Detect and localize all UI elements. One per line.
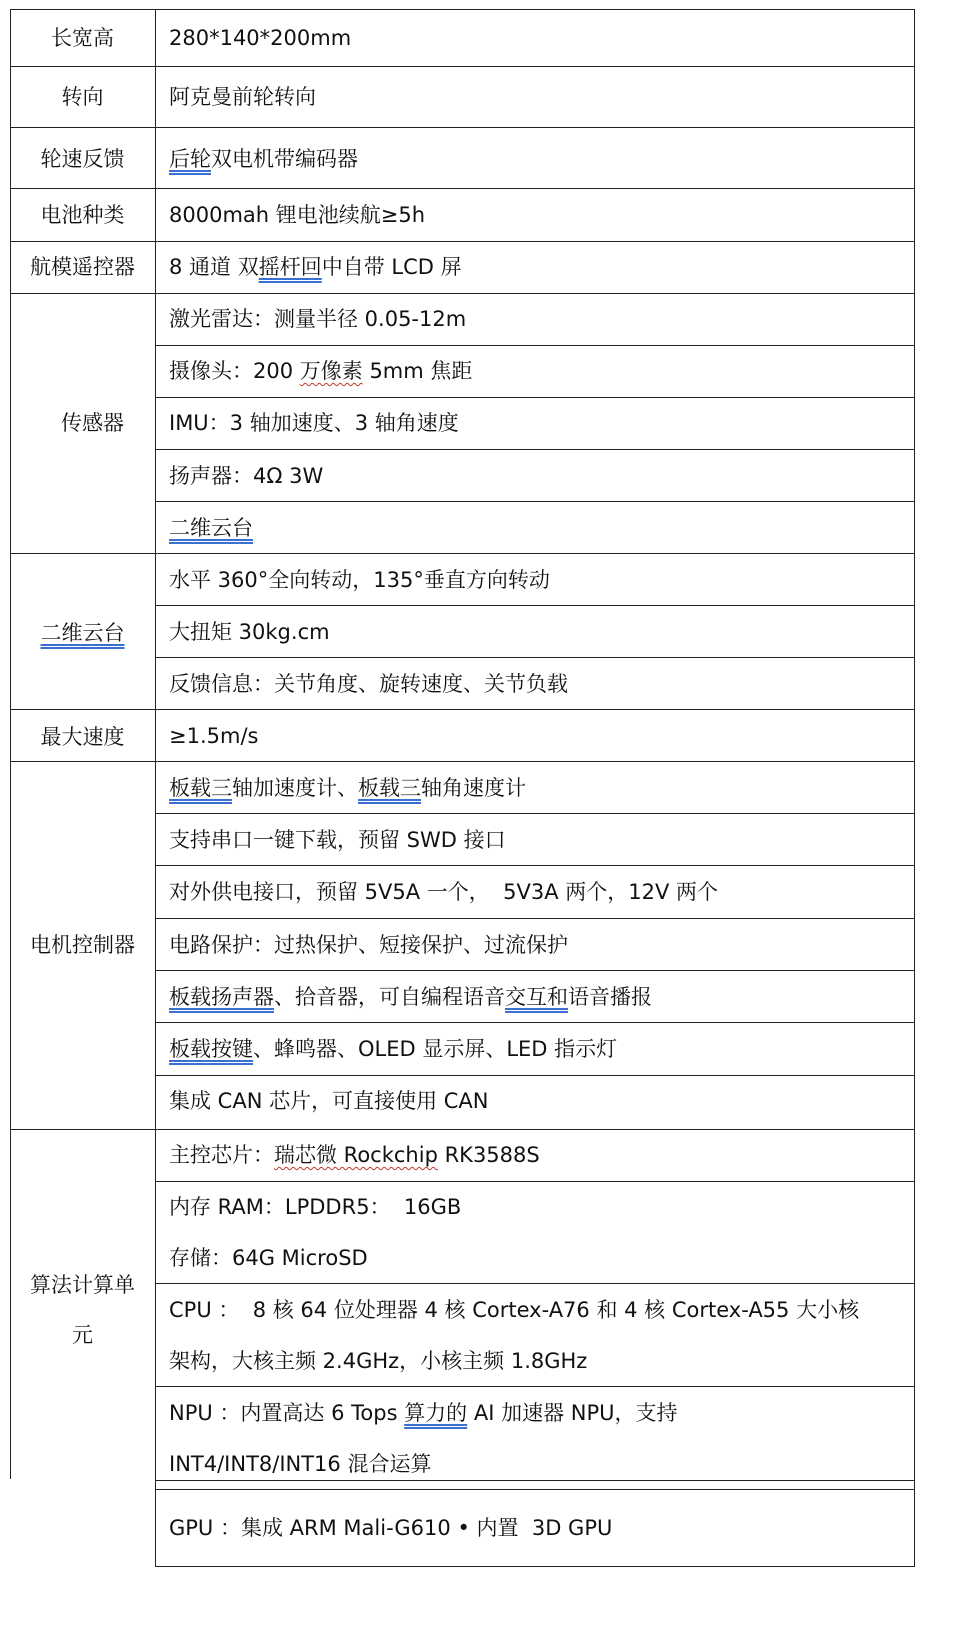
- label-compute-1: 算法计算单: [30, 1273, 135, 1297]
- controller-imu-4: 轴角速度计: [421, 776, 526, 800]
- value-compute-cpu-1: CPU ： 8 核 64 位处理器 4 核 Cortex-A76 和 4 核 Cortex-A55 大小核: [169, 1298, 860, 1322]
- value-max-speed: ≥1.5m/s: [169, 724, 259, 748]
- label-gimbal: [10, 620, 155, 646]
- value-controller-audio: [169, 984, 652, 1010]
- subrow-divider: [155, 1386, 915, 1387]
- label-sensors: 传感器: [61, 411, 124, 435]
- value-compute-storage: 存储：64G MicroSD: [169, 1246, 368, 1270]
- label-controller: 电机控制器: [30, 933, 135, 957]
- controller-audio-4: 语音播报: [568, 985, 652, 1009]
- label-max-speed: 最大速度: [40, 725, 125, 749]
- controller-imu-1: 板载三: [169, 776, 232, 800]
- label-dimensions: 长宽高: [51, 26, 114, 50]
- value-controller-power: 对外供电接口，预留 5V5A 一个， 5V3A 两个，12V 两个: [169, 880, 719, 904]
- value-compute-chip: [169, 1142, 540, 1168]
- label-compute-2: 元: [72, 1323, 93, 1347]
- value-compute-npu-2: INT4/INT8/INT16 混合运算: [169, 1452, 432, 1476]
- controller-keys-1: 板载按键: [169, 1037, 253, 1061]
- row-divider: [10, 241, 915, 242]
- subrow-divider: [155, 813, 915, 814]
- label-wheel-speed: 轮速反馈: [40, 147, 125, 171]
- row-divider: [10, 66, 915, 67]
- subrow-divider: [155, 865, 915, 866]
- value-controller-keys: [169, 1036, 617, 1062]
- value-battery: 8000mah 锂电池续航≥5h: [169, 203, 426, 227]
- value-controller-can: 集成 CAN 芯片，可直接使用 CAN: [169, 1089, 489, 1113]
- value-remote: [169, 254, 462, 280]
- remote-text-3: 中自带 LCD 屏: [321, 255, 462, 279]
- value-compute-cpu-2: 架构，大核主频 2.4GHz，小核主频 1.8GHz: [169, 1349, 588, 1373]
- value-controller-protect: 电路保护：过热保护、短接保护、过流保护: [169, 933, 568, 957]
- subrow-divider: [155, 501, 915, 502]
- controller-imu-3: 板载三: [358, 776, 421, 800]
- camera-text-3: 5mm 焦距: [362, 359, 473, 383]
- value-gimbal-rotation: 水平 360°全向转动，135°垂直方向转动: [169, 568, 550, 592]
- row-divider: [10, 709, 915, 710]
- camera-text-2: 万像素: [299, 359, 363, 383]
- compute-chip-1: 主控芯片：: [169, 1143, 274, 1167]
- subrow-divider: [155, 1181, 915, 1182]
- value-imu: IMU：3 轴加速度、3 轴角速度: [169, 411, 459, 435]
- value-speaker: 扬声器：4Ω 3W: [169, 464, 324, 488]
- controller-audio-3: 交互和: [505, 985, 568, 1009]
- column-divider: [155, 9, 156, 1567]
- row-divider: [10, 1129, 915, 1130]
- value-dimensions: 280*140*200mm: [169, 26, 352, 50]
- subrow-divider: [155, 345, 915, 346]
- controller-audio-2: 、拾音器，可自编程语音: [274, 985, 505, 1009]
- value-steering: 阿克曼前轮转向: [169, 85, 316, 109]
- value-controller-imu: [169, 775, 526, 801]
- subrow-divider: [155, 1075, 915, 1076]
- sensor-gimbal-text: 二维云台: [169, 516, 253, 540]
- value-controller-serial: 支持串口一键下载，预留 SWD 接口: [169, 828, 506, 852]
- controller-imu-2: 轴加速度计、: [232, 776, 358, 800]
- row-divider: [10, 127, 915, 128]
- subrow-divider: [155, 657, 915, 658]
- subrow-divider: [155, 1489, 915, 1490]
- row-divider: [10, 293, 915, 294]
- table-border-right: [914, 9, 915, 1567]
- label-battery: 电池种类: [40, 203, 125, 227]
- subrow-divider: [155, 605, 915, 606]
- value-sensor-gimbal: [169, 515, 253, 541]
- value-compute-npu-1: [169, 1400, 678, 1426]
- controller-audio-1: 板载扬声器: [169, 985, 274, 1009]
- controller-keys-2: 、蜂鸣器、OLED 显示屏、LED 指示灯: [253, 1037, 618, 1061]
- remote-text-2: 摇杆回: [258, 255, 322, 279]
- remote-text-1: 8 通道 双: [169, 255, 259, 279]
- compute-chip-3: RK3588S: [437, 1143, 540, 1167]
- compute-npu-2: 算力的: [404, 1401, 468, 1425]
- compute-npu-3: AI 加速器 NPU，支持: [467, 1401, 678, 1425]
- table-bottom: [155, 1566, 915, 1567]
- subrow-divider: [155, 449, 915, 450]
- value-camera: [169, 358, 472, 384]
- subrow-divider: [155, 1022, 915, 1023]
- value-compute-ram: 内存 RAM：LPDDR5： 16GB: [169, 1195, 462, 1219]
- row-divider: [10, 9, 915, 10]
- gimbal-label-text: 二维云台: [40, 621, 125, 645]
- value-lidar: 激光雷达：测量半径 0.05-12m: [169, 307, 467, 331]
- wheel-speed-rest: 双电机带编码器: [211, 147, 358, 171]
- value-gimbal-feedback: 反馈信息：关节角度、旋转速度、关节负载: [169, 672, 568, 696]
- row-divider: [10, 188, 915, 189]
- subrow-divider: [155, 1480, 915, 1481]
- subrow-divider: [155, 1283, 915, 1284]
- subrow-divider: [155, 397, 915, 398]
- row-divider: [10, 761, 915, 762]
- value-gimbal-torque: 大扭矩 30kg.cm: [169, 620, 330, 644]
- row-divider: [10, 553, 915, 554]
- compute-npu-1: NPU ：内置高达 6 Tops: [169, 1401, 405, 1425]
- value-wheel-speed: [169, 146, 358, 172]
- label-remote: 航模遥控器: [30, 255, 135, 279]
- camera-text-1: 摄像头：200: [169, 359, 300, 383]
- value-compute-gpu: GPU ：集成 ARM Mali-G610 • 内置 3D GPU: [169, 1516, 613, 1540]
- subrow-divider: [155, 918, 915, 919]
- label-steering: 转向: [61, 85, 104, 109]
- compute-chip-2: 瑞芯微 Rockchip: [274, 1143, 438, 1167]
- wheel-speed-underlined: 后轮: [169, 147, 211, 171]
- subrow-divider: [155, 970, 915, 971]
